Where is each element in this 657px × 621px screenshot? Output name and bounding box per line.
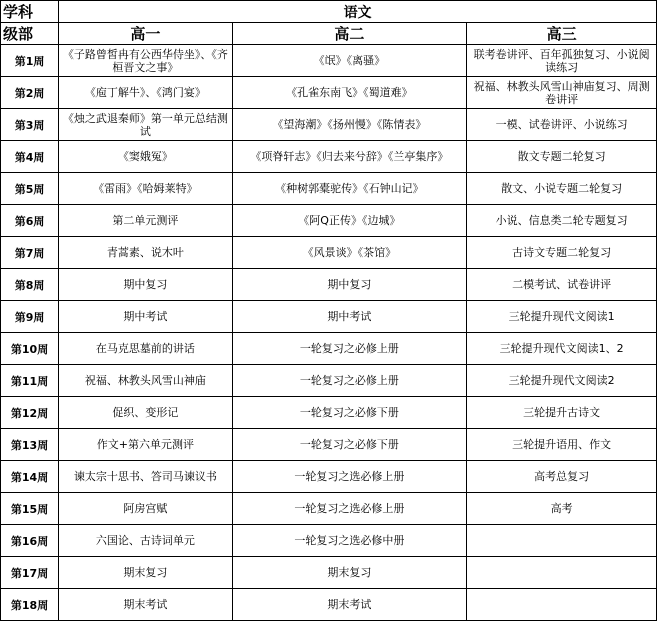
subject-title: 语文 (59, 1, 657, 23)
grade1-cell: 促织、变形记 (59, 397, 232, 429)
week-row (1, 429, 657, 461)
week-label: 第17周 (1, 557, 59, 589)
grade3-cell: 三轮提升现代文阅读2 (467, 365, 657, 397)
grade1-cell: 作文+第六单元测评 (59, 429, 232, 461)
grade3-cell: 散文、小说专题二轮复习 (467, 173, 657, 205)
grade1-cell: 期末考试 (59, 589, 232, 621)
grade2-cell: 《种树郭橐驼传》《石钟山记》 (232, 173, 467, 205)
week-label: 第11周 (1, 365, 59, 397)
subject-label: 学科 (1, 1, 59, 23)
week-row (1, 45, 657, 77)
week-label: 第2周 (1, 77, 59, 109)
week-label: 第5周 (1, 173, 59, 205)
week-label: 第9周 (1, 301, 59, 333)
week-label: 第18周 (1, 589, 59, 621)
grade2-cell: 《望海潮》《扬州慢》《陈情表》 (232, 109, 467, 141)
grade1-cell: 《庖丁解牛》、《鸿门宴》 (59, 77, 232, 109)
week-row (1, 525, 657, 557)
grade3-cell: 散文专题二轮复习 (467, 141, 657, 173)
week-label: 第8周 (1, 269, 59, 301)
grade1-cell: 阿房宫赋 (59, 493, 232, 525)
grade3-cell: 小说、信息类二轮专题复习 (467, 205, 657, 237)
subject-row (1, 1, 657, 23)
week-row (1, 365, 657, 397)
grade1-cell: 期中考试 (59, 301, 232, 333)
grade3-cell: 二模考试、试卷讲评 (467, 269, 657, 301)
week-row (1, 77, 657, 109)
grade3-cell: 祝福、林教头风雪山神庙复习、周测卷讲评 (467, 77, 657, 109)
grade2-cell: 《孔雀东南飞》《蜀道难》 (232, 77, 467, 109)
week-row (1, 237, 657, 269)
week-label: 第10周 (1, 333, 59, 365)
grade-header-3: 高三 (467, 23, 657, 45)
grade3-cell: 一模、试卷讲评、小说练习 (467, 109, 657, 141)
grade2-cell: 期末复习 (232, 557, 467, 589)
week-label: 第7周 (1, 237, 59, 269)
week-label: 第6周 (1, 205, 59, 237)
week-row (1, 173, 657, 205)
grade2-cell: 一轮复习之必修下册 (232, 429, 467, 461)
week-row (1, 269, 657, 301)
grade1-cell: 第二单元测评 (59, 205, 232, 237)
week-row (1, 461, 657, 493)
grade3-cell: 联考卷讲评、百年孤独复习、小说阅读练习 (467, 45, 657, 77)
grade3-cell (467, 589, 657, 621)
grade1-cell: 祝福、林教头风雪山神庙 (59, 365, 232, 397)
grade3-cell: 古诗文专题二轮复习 (467, 237, 657, 269)
grade3-cell: 三轮提升古诗文 (467, 397, 657, 429)
grade2-cell: 期中复习 (232, 269, 467, 301)
week-label: 第1周 (1, 45, 59, 77)
grade3-cell: 高考 (467, 493, 657, 525)
week-row (1, 109, 657, 141)
grade1-cell: 期中复习 (59, 269, 232, 301)
grade2-cell: 《项脊轩志》《归去来兮辞》《兰亭集序》 (232, 141, 467, 173)
grade2-cell: 一轮复习之必修上册 (232, 333, 467, 365)
grade-header-row (1, 23, 657, 45)
grade3-cell (467, 525, 657, 557)
week-row (1, 493, 657, 525)
grade2-cell: 期中考试 (232, 301, 467, 333)
grade2-cell: 《阿Q正传》《边城》 (232, 205, 467, 237)
grade2-cell: 一轮复习之选必修中册 (232, 525, 467, 557)
grade1-cell: 《窦娥冤》 (59, 141, 232, 173)
grade1-cell: 《子路曾皙冉有公西华侍坐》、《齐桓晋文之事》 (59, 45, 232, 77)
grade3-cell: 三轮提升现代文阅读1 (467, 301, 657, 333)
week-label: 第4周 (1, 141, 59, 173)
grade3-cell (467, 557, 657, 589)
grade1-cell: 期末复习 (59, 557, 232, 589)
grade3-cell: 三轮提升现代文阅读1、2 (467, 333, 657, 365)
grade1-cell: 在马克思墓前的讲话 (59, 333, 232, 365)
week-label: 第13周 (1, 429, 59, 461)
grade-header-1: 高一 (59, 23, 232, 45)
grade2-cell: 期末考试 (232, 589, 467, 621)
grade2-cell: 一轮复习之选必修上册 (232, 461, 467, 493)
grade2-cell: 一轮复习之选必修上册 (232, 493, 467, 525)
week-row (1, 589, 657, 621)
grade2-cell: 《氓》《离骚》 (232, 45, 467, 77)
week-row (1, 333, 657, 365)
grade1-cell: 《雷雨》《哈姆莱特》 (59, 173, 232, 205)
grade3-cell: 三轮提升语用、作文 (467, 429, 657, 461)
grade-header-2: 高二 (232, 23, 467, 45)
week-row (1, 557, 657, 589)
week-label: 第12周 (1, 397, 59, 429)
week-label: 第14周 (1, 461, 59, 493)
week-label: 第3周 (1, 109, 59, 141)
grade1-cell: 谏太宗十思书、答司马谏议书 (59, 461, 232, 493)
grade2-cell: 一轮复习之必修上册 (232, 365, 467, 397)
grade1-cell: 六国论、古诗词单元 (59, 525, 232, 557)
week-row (1, 397, 657, 429)
grade2-cell: 一轮复习之必修下册 (232, 397, 467, 429)
week-label: 第16周 (1, 525, 59, 557)
grade-label: 级部 (1, 23, 59, 45)
week-row (1, 141, 657, 173)
grade1-cell: 青蒿素、说木叶 (59, 237, 232, 269)
week-label: 第15周 (1, 493, 59, 525)
grade1-cell: 《烛之武退秦师》第一单元总结测试 (59, 109, 232, 141)
week-row (1, 205, 657, 237)
grade2-cell: 《风景谈》《茶馆》 (232, 237, 467, 269)
week-row (1, 301, 657, 333)
grade3-cell: 高考总复习 (467, 461, 657, 493)
